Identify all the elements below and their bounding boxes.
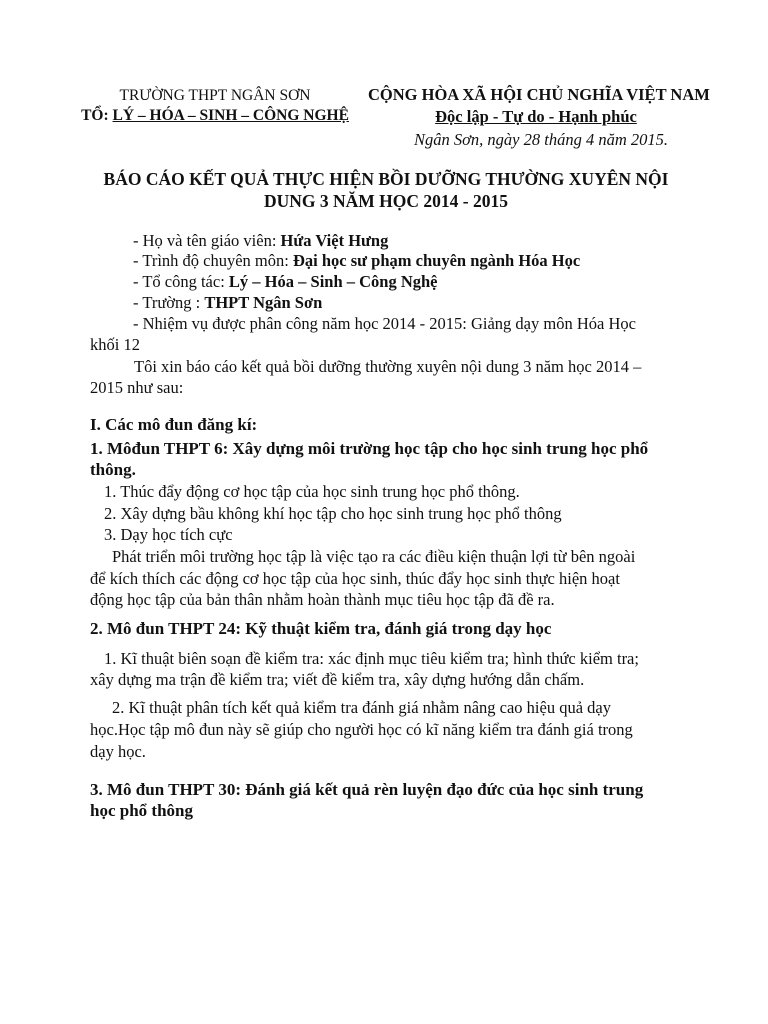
module-3-heading-line-1: 3. Mô đun THPT 30: Đánh giá kết quả rèn luyện đạo đức của học sinh trung [90, 780, 644, 799]
module-2-item-1-line-1: 1. Kĩ thuật biên soạn đề kiểm tra: xác định mục tiêu kiểm tra; hình thức kiểm tra; [104, 649, 639, 668]
section-heading: I. Các mô đun đăng kí: [90, 415, 258, 434]
module-1-item: 1. Thúc đẩy động cơ học tập của học sinh trung học phổ thông. [104, 482, 520, 501]
module-2-item-1-line-2: xây dựng ma trận đề kiểm tra; viết đề kiểm tra, xây dựng hướng dẫn chấm. [90, 670, 585, 689]
info-duty-line-1: - Nhiệm vụ được phân công năm học 2014 - 2015: Giảng dạy môn Hóa Học [133, 314, 636, 333]
module-3-heading-line-2: học phổ thông [90, 801, 193, 820]
module-2-item-2-line-3: dạy học. [90, 742, 146, 761]
module-1-paragraph-line-1: Phát triển môi trường học tập là việc tạo ra các điều kiện thuận lợi từ bên ngoài [112, 547, 636, 566]
degree-label: - Trình độ chuyên môn: [133, 251, 293, 270]
school-label: - Trường : [133, 293, 205, 312]
degree-value: Đại học sư phạm chuyên ngành Hóa Học [292, 251, 581, 270]
title-line-1: BÁO CÁO KẾT QUẢ THỰC HIỆN BỒI DƯỠNG THƯỜNG XUYÊN NỘI [103, 169, 669, 189]
name-value: Hứa Việt Hưng [280, 231, 389, 250]
module-2-heading: 2. Mô đun THPT 24: Kỹ thuật kiểm tra, đánh giá trong dạy học [90, 619, 552, 638]
info-team [133, 271, 438, 292]
national-header [368, 84, 710, 150]
module-1-heading-line-2: thông. [90, 460, 136, 479]
module-2-item-2-line-1: 2. Kĩ thuật phân tích kết quả kiểm tra đánh giá nhằm nâng cao hiệu quả dạy [112, 698, 611, 717]
module-2-item-2-line-2: học.Học tập mô đun này sẽ giúp cho người học có kĩ năng kiểm tra đánh giá trong [90, 720, 633, 739]
title-line-2: DUNG 3 NĂM HỌC 2014 - 2015 [263, 191, 508, 211]
team-label: - Tổ công tác: [133, 272, 229, 291]
info-duty-line-2: khối 12 [90, 335, 140, 354]
module-1-heading-line-1: 1. Môđun THPT 6: Xây dựng môi trường học tập cho học sinh trung học phổ [90, 439, 649, 458]
national-motto: Độc lập - Tự do - Hạnh phúc [435, 107, 637, 126]
intro-line-2: 2015 như sau: [90, 378, 184, 397]
module-1-item: 3. Dạy học tích cực [104, 525, 233, 544]
intro-line-1: Tôi xin báo cáo kết quả bồi dưỡng thường xuyên nội dung 3 năm học 2014 – [134, 357, 642, 376]
module-1-item: 2. Xây dựng bầu không khí học tập cho học sinh trung học phổ thông [104, 504, 562, 523]
team-value: Lý – Hóa – Sinh – Công Nghệ [228, 272, 438, 291]
info-name [133, 230, 388, 251]
module-1-paragraph-line-2: để kích thích các động cơ học tập của học sinh, thúc đẩy học sinh thực hiện hoạt [90, 569, 620, 588]
name-label: - Họ và tên giáo viên: [133, 231, 281, 250]
school-name: TRƯỜNG THPT NGÂN SƠN [119, 87, 311, 104]
module-1-paragraph-line-3: động học tập của bản thân nhằm hoàn thành mục tiêu học tập đã đề ra. [90, 590, 555, 609]
info-degree [133, 250, 580, 271]
group-prefix: TỔ: [81, 107, 113, 124]
school-value: THPT Ngân Sơn [204, 293, 323, 312]
group-name: LÝ – HÓA – SINH – CÔNG NGHỆ [112, 107, 349, 124]
report-title [86, 168, 686, 212]
school-header [80, 86, 350, 126]
group-line [80, 106, 350, 126]
info-school [133, 292, 322, 313]
country-name: CỘNG HÒA XÃ HỘI CHỦ NGHĨA VIỆT NAM [368, 85, 710, 104]
place-date: Ngân Sơn, ngày 28 tháng 4 năm 2015. [413, 130, 668, 149]
